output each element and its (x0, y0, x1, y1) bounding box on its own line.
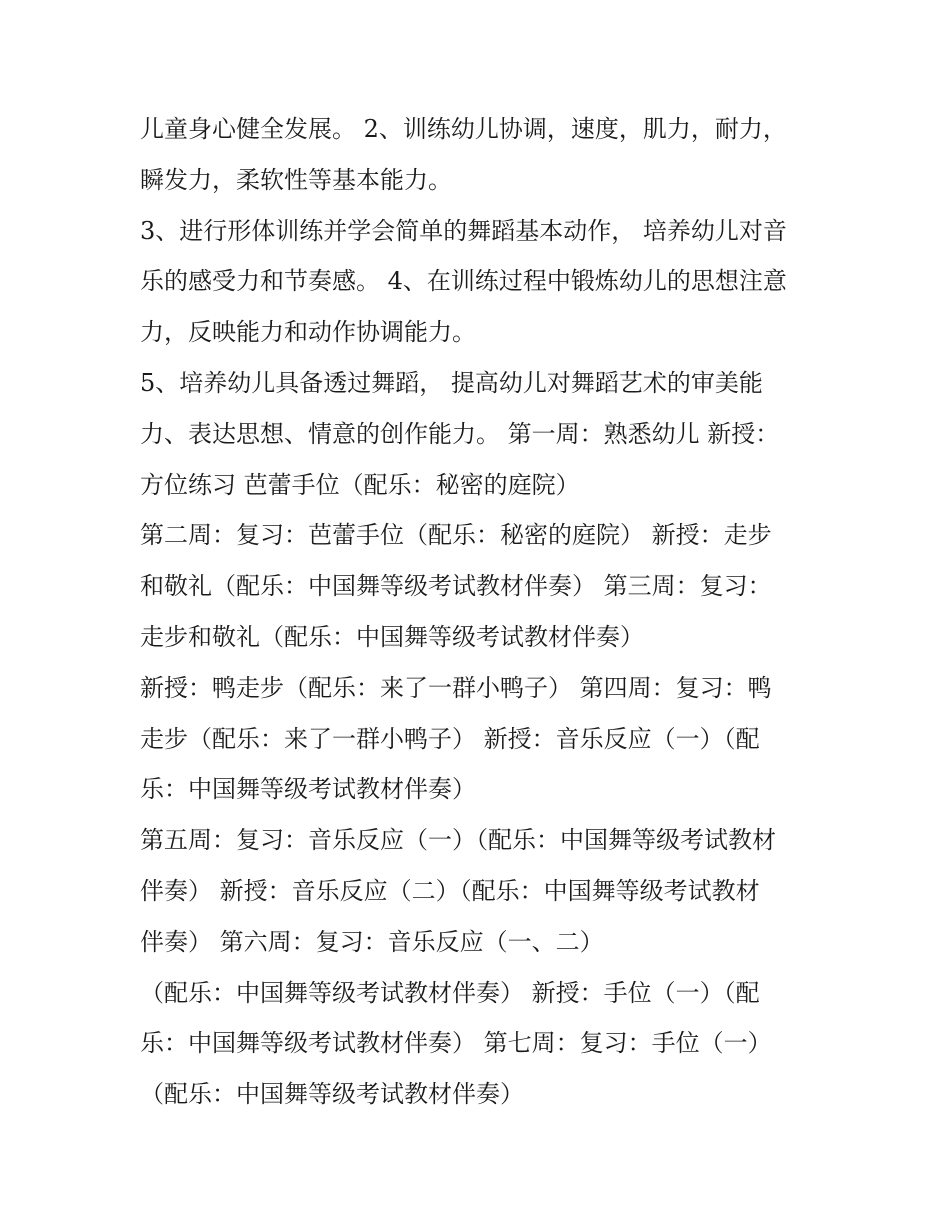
text-line: 5、培养幼儿具备透过舞蹈， 提高幼儿对舞蹈艺术的审美能 (140, 368, 763, 397)
text-line: 第二周：复习：芭蕾手位（配乐：秘密的庭院） 新授：走步 (140, 521, 772, 550)
text-line: （配乐：中国舞等级考试教材伴奏） 新授：手位（一）（配 (140, 978, 760, 1007)
text-line: 乐：中国舞等级考试教材伴奏） (140, 775, 476, 804)
text-line: 第五周：复习：音乐反应（一）（配乐：中国舞等级考试教材 (140, 826, 776, 855)
text-line: 乐的感受力和节奏感。 4、在训练过程中锻炼幼儿的思想注意 (140, 267, 787, 296)
text-line: 伴奏） 第六周：复习：音乐反应（一、二） (140, 927, 604, 956)
body-text (140, 104, 830, 1120)
text-line: （配乐：中国舞等级考试教材伴奏） (140, 1080, 524, 1109)
text-line: 新授：鸭走步（配乐：来了一群小鸭子） 第四周：复习：鸭 (140, 673, 772, 702)
text-line: 瞬发力，柔软性等基本能力。 (140, 165, 452, 194)
text-line: 和敬礼（配乐：中国舞等级考试教材伴奏） 第三周：复习： (140, 572, 772, 601)
text-line: 3、进行形体训练并学会简单的舞蹈基本动作， 培养幼儿对音 (140, 216, 787, 245)
text-line: 走步和敬礼（配乐：中国舞等级考试教材伴奏） (140, 622, 644, 651)
text-line: 力、表达思想、情意的创作能力。 第一周：熟悉幼儿 新授： (140, 419, 780, 448)
text-line: 方位练习 芭蕾手位（配乐：秘密的庭院） (140, 470, 580, 499)
text-line: 伴奏） 新授：音乐反应（二）（配乐：中国舞等级考试教材 (140, 876, 760, 905)
text-line: 儿童身心健全发展。 2、训练幼儿协调，速度，肌力，耐力， (140, 115, 787, 143)
text-line: 力，反映能力和动作协调能力。 (140, 318, 476, 347)
text-line: 乐：中国舞等级考试教材伴奏） 第七周：复习：手位（一） (140, 1029, 772, 1058)
text-line: 走步（配乐：来了一群小鸭子） 新授：音乐反应（一）（配 (140, 724, 760, 753)
